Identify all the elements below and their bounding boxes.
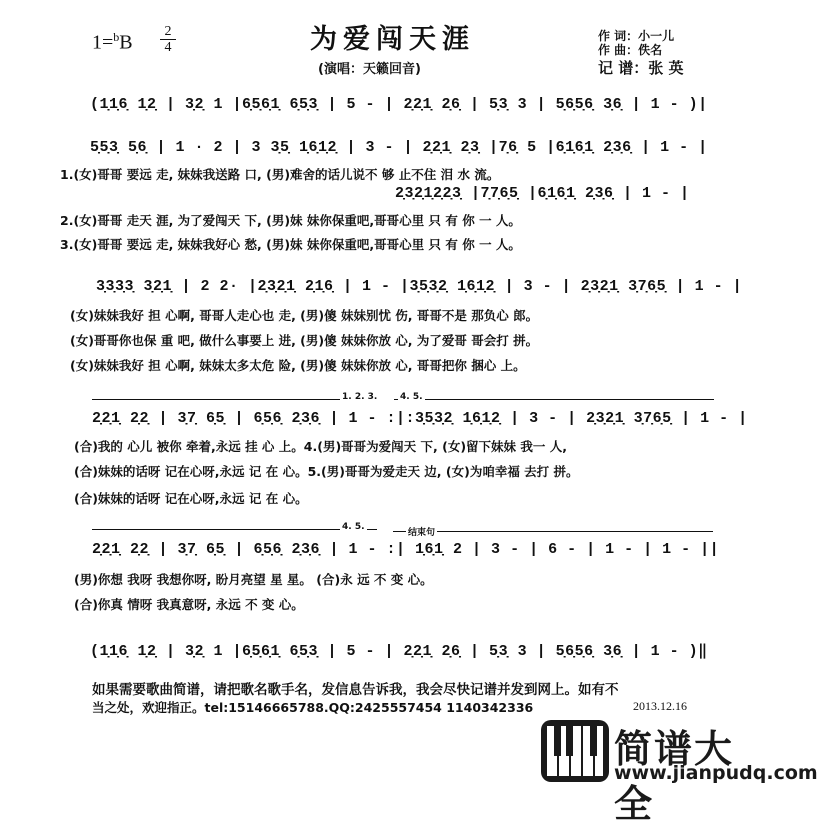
transcription-date: 2013.12.16 (633, 699, 687, 713)
row6-notes: 2̣2̣1̣ 2̣2̣ | 3̣7̣ 6̣5̣ | 6̣5̣6̣ 2̣3̣6̣ | 1 - :| 1̣6̣1̣ 2 | 3 - | 6 - | 1 - | 1 - || (92, 541, 720, 558)
volta-label-123: 1. 2. 3. (342, 392, 378, 402)
volta-label-45-b: 4. 5. (342, 522, 365, 532)
transcriber-credit: 记 谱：张 英 (598, 59, 684, 77)
row2-notes: 5̣5̣3̣ 5̣6̣ | 1 · 2 | 3 3̣5̣ 1̣6̣1̣2̣ | 3 - | 2̣2̣1̣ 2̣3̣ |7̣6̣ 5 |6̣1̣6̣1̣ 2̣3̣6̣ | 1 - | (90, 139, 708, 156)
row3-lyric-2: 3.(女)哥哥 要远 走, 妹妹我好心 愁, (男)妹 妹你保重吧,哥哥心里 只 有 你 一 人。 (60, 237, 521, 252)
composer-credit: 作 曲：佚名 (598, 43, 663, 57)
footer-note-line-2: 当之处，欢迎指正。tel:15146665788.QQ:2425557454 1140342336 (92, 700, 534, 715)
time-signature: 2 4 (160, 24, 176, 55)
intro-notes: (1̣1̣6̣ 1̣2̣ | 3̣2̣ 1 |6̣5̣6̣1̣ 6̣5̣3̣ | 5 - | 2̣2̣1̣ 2̣6̣ | 5̣3̣ 3 | 5̣6̣5̣6̣ 3̣6̣ | 1 - )| (90, 96, 708, 113)
row5-notes: 2̣2̣1̣ 2̣2̣ | 3̣7̣ 6̣5̣ | 6̣5̣6̣ 2̣3̣6̣ | 1 - :|:3̣5̣3̣2̣ 1̣6̣1̣2̣ | 3 - | 2̣3̣2̣1̣ 3̣7̣6̣5̣ | 1 - | (92, 410, 748, 427)
row4-lyric-2: (女)哥哥你也保 重 吧, 做什么事要上 进, (男)傻 妹妹你放 心, 为了爱哥 哥会打 拼。 (70, 333, 539, 348)
row6-lyric-2: (合)你真 情呀 我真意呀, 永远 不 变 心。 (74, 597, 304, 612)
volta-line-2 (394, 399, 714, 400)
footer-note-line-1: 如果需要歌曲简谱，请把歌名歌手名，发信息告诉我，我会尽快记谱并发到网上。如有不 (92, 682, 619, 698)
coda-line (393, 531, 713, 532)
row5-lyric-1: (合)我的 心儿 被你 牵着,永远 挂 心 上。4.(男)哥哥为爱闯天 下, (女)留下妹妹 我一 人, (74, 439, 567, 454)
volta-line-1 (92, 399, 379, 400)
singer-credit: (演唱：天籁回音) (318, 62, 421, 77)
row3-notes: 2̣3̣2̣1̣2̣2̣3̣ |7̣7̣6̣5̣ |6̣1̣6̣1̣ 2̣3̣6̣ | 1 - | (395, 185, 690, 202)
row3-lyric-1: 2.(女)哥哥 走天 涯, 为了爱闯天 下, (男)妹 妹你保重吧,哥哥心里 只 有 你 一 人。 (60, 213, 521, 228)
outro-notes: (1̣1̣6̣ 1̣2̣ | 3̣2̣ 1 |6̣5̣6̣1̣ 6̣5̣3̣ | 5 - | 2̣2̣1̣ 2̣6̣ | 5̣3̣ 3 | 5̣6̣5̣6̣ 3̣6̣ | 1 - )‖ (90, 643, 708, 660)
row4-notes: 3̣3̣3̣3̣ 3̣2̣1̣ | 2 2· |2̣3̣2̣1̣ 2̣1̣6̣ | 1 - |3̣5̣3̣2̣ 1̣6̣1̣2̣ | 3 - | 2̣3̣2̣1̣ 3̣7̣6̣5̣ | 1 - | (96, 278, 743, 295)
watermark-url: www.jianpudq.com (614, 762, 818, 784)
coda-label: 结束句 (406, 525, 437, 538)
watermark-name: 简谱大全 (614, 727, 735, 826)
key-signature: 1=$^b$B (92, 30, 133, 54)
row4-lyric-1: (女)妹妹我好 担 心啊, 哥哥人走心也 走, (男)傻 妹妹别忧 伤, 哥哥不是 那负心 郎。 (70, 308, 539, 323)
piano-keys-icon (541, 718, 611, 784)
volta-label-45: 4. 5. (400, 392, 423, 402)
row5-lyric-2: (合)妹妹的话呀 记在心呀,永远 记 在 心。5.(男)哥哥为爱走天 边, (女)为咱幸福 去打 拼。 (74, 464, 579, 479)
song-title: 为爱闯天涯 (310, 24, 475, 55)
row5-lyric-3: (合)妹妹的话呀 记在心呀,永远 记 在 心。 (74, 491, 308, 506)
volta-line-3 (92, 529, 377, 530)
row2-lyric: 1.(女)哥哥 要远 走, 妹妹我送路 口, (男)难舍的话儿说不 够 止不住 泪 水 流。 (60, 167, 500, 182)
row6-lyric-1: (男)你想 我呀 我想你呀, 盼月亮望 星 星。 (合)永 远 不 变 心。 (74, 572, 433, 587)
row4-lyric-3: (女)妹妹我好 担 心啊, 妹妹太多太危 险, (男)傻 妹妹你放 心, 哥哥把你 捆心 上。 (70, 358, 526, 373)
site-watermark (539, 716, 818, 826)
lyricist-credit: 作 词：小一儿 (598, 29, 675, 43)
